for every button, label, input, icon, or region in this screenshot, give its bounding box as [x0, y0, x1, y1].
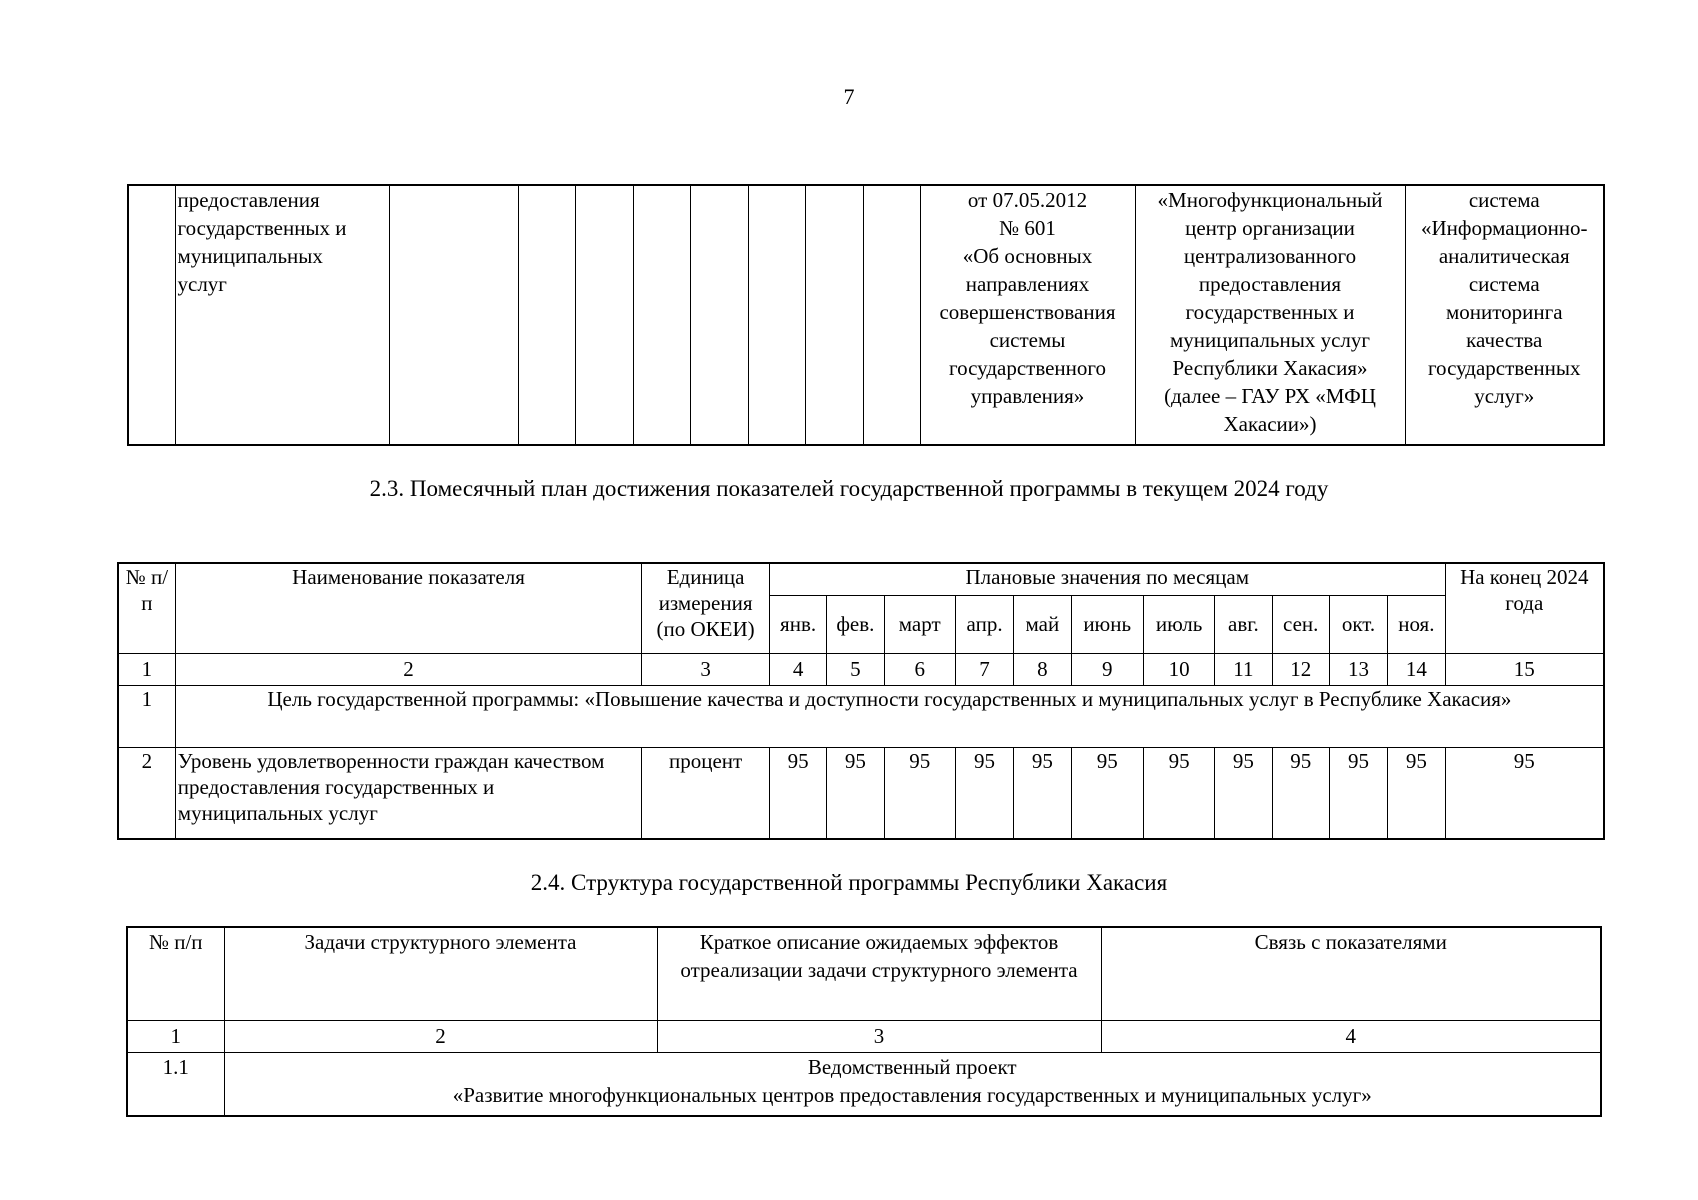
goal-row-num: 1 [118, 685, 175, 747]
month-value: 95 [884, 747, 955, 839]
header-indicator-name: Наименование показателя [175, 563, 641, 653]
doc-line: № 601 [999, 216, 1056, 240]
doc-line: «Об основных [962, 244, 1093, 268]
month-header: май [1014, 595, 1071, 653]
document-cell [920, 185, 1135, 445]
month-header: фев. [827, 595, 884, 653]
col-number: 2 [175, 653, 641, 685]
month-header: апр. [955, 595, 1013, 653]
resp-line: муниципальных услуг [1169, 328, 1371, 352]
col-number: 4 [1101, 1020, 1601, 1052]
col-number: 1 [127, 1020, 224, 1052]
indicator-name: Уровень удовлетворенности граждан качеством предоставления государственных и муниципальных услуг [175, 747, 641, 839]
month-value: 95 [1388, 747, 1445, 839]
col-number: 3 [642, 653, 770, 685]
section-2-3-title: 2.3. Помесячный план достижения показателей государственной программы в текущем 2024 году [369, 476, 1329, 501]
goal-text: Цель государственной программы: «Повышение качества и доступности государственных и муниципальных услуг в Республике Хакасия» [175, 685, 1604, 747]
col-number: 4 [769, 653, 826, 685]
month-value: 95 [1071, 747, 1143, 839]
month-header: сен. [1272, 595, 1329, 653]
name-line: муниципальных [177, 244, 323, 268]
empty-cell [690, 185, 748, 445]
col-number: 12 [1272, 653, 1329, 685]
col-number: 13 [1329, 653, 1387, 685]
structure-table [126, 926, 1602, 1117]
system-cell [1405, 185, 1604, 445]
header-tasks: Задачи структурного элемента [224, 927, 657, 1020]
sys-line: система [1468, 188, 1540, 212]
sys-line: мониторинга [1445, 300, 1563, 324]
resp-line: Хакасии») [1223, 412, 1317, 436]
project-row-num: 1.1 [127, 1052, 224, 1116]
name-line: государственных и [177, 216, 347, 240]
header-year-end: На конец 2024 года [1445, 563, 1604, 653]
resp-line: «Многофункциональный [1157, 188, 1383, 212]
resp-line: предоставления [1198, 272, 1342, 296]
year-end-value: 95 [1445, 747, 1604, 839]
project-type: Ведомственный проект [807, 1054, 1017, 1079]
empty-cell [805, 185, 863, 445]
col-number: 2 [224, 1020, 657, 1052]
header-unit: Единица измерения (по ОКЕИ) [642, 563, 770, 653]
header-monthly-values: Плановые значения по месяцам [769, 563, 1445, 595]
name-line: предоставления [177, 188, 320, 212]
header-effects: Краткое описание ожидаемых эффектов отреализации задачи структурного элемента [657, 927, 1101, 1020]
resp-line: государственных и [1185, 300, 1355, 324]
doc-line: совершенствования [939, 300, 1116, 324]
col-number: 10 [1143, 653, 1214, 685]
sys-line: «Информационно- [1420, 216, 1588, 240]
resp-line: (далее – ГАУ РХ «МФЦ [1164, 384, 1376, 408]
empty-cell [518, 185, 575, 445]
empty-cell [748, 185, 805, 445]
project-name: «Развитие многофункциональных центров предоставления государственных и муниципальных услуг» [452, 1082, 1372, 1107]
month-header: авг. [1215, 595, 1272, 653]
section-2-4-title: 2.4. Структура государственной программы Республики Хакасия [530, 870, 1168, 895]
col-number: 1 [118, 653, 175, 685]
sys-line: аналитическая [1438, 244, 1570, 268]
header-num: № п/п [127, 927, 224, 1020]
col-number: 11 [1215, 653, 1272, 685]
col-number: 7 [955, 653, 1013, 685]
col-number: 6 [884, 653, 955, 685]
empty-cell [633, 185, 690, 445]
col-number: 3 [657, 1020, 1101, 1052]
indicator-row-num: 2 [118, 747, 175, 839]
responsible-cell [1135, 185, 1405, 445]
doc-line: государственного [948, 356, 1107, 380]
monthly-plan-table [117, 562, 1605, 840]
month-value: 95 [1329, 747, 1387, 839]
month-value: 95 [955, 747, 1013, 839]
empty-cell [863, 185, 920, 445]
col-number: 15 [1445, 653, 1604, 685]
resp-line: централизованного [1183, 244, 1357, 268]
col-number: 9 [1071, 653, 1143, 685]
project-title-cell [224, 1052, 1601, 1116]
doc-line: системы [989, 328, 1066, 352]
month-header: март [884, 595, 955, 653]
month-header: окт. [1329, 595, 1387, 653]
empty-cell [389, 185, 518, 445]
name-line: услуг [177, 272, 227, 296]
resp-line: центр организации [1185, 216, 1355, 240]
col-number: 14 [1388, 653, 1445, 685]
sys-line: система [1468, 272, 1540, 296]
doc-line: управления» [970, 384, 1085, 408]
sys-line: услуг» [1474, 384, 1535, 408]
continued-table [127, 184, 1605, 446]
header-num: № п/п [118, 563, 175, 653]
empty-cell [128, 185, 175, 445]
header-indicator-link: Связь с показателями [1101, 927, 1601, 1020]
page-number: 7 [843, 84, 855, 109]
col-number: 5 [827, 653, 884, 685]
indicator-unit: процент [642, 747, 770, 839]
month-header: июль [1143, 595, 1214, 653]
month-value: 95 [769, 747, 826, 839]
month-value: 95 [1272, 747, 1329, 839]
month-value: 95 [1215, 747, 1272, 839]
col-number: 8 [1014, 653, 1071, 685]
month-header: янв. [769, 595, 826, 653]
doc-line: от 07.05.2012 [967, 188, 1088, 212]
name-cell [175, 185, 389, 445]
sys-line: государственных [1427, 356, 1581, 380]
resp-line: Республики Хакасия» [1172, 356, 1368, 380]
doc-line: направлениях [965, 272, 1090, 296]
empty-cell [575, 185, 633, 445]
month-value: 95 [1014, 747, 1071, 839]
month-value: 95 [1143, 747, 1214, 839]
month-header: ноя. [1388, 595, 1445, 653]
sys-line: качества [1466, 328, 1543, 352]
month-header: июнь [1071, 595, 1143, 653]
month-value: 95 [827, 747, 884, 839]
